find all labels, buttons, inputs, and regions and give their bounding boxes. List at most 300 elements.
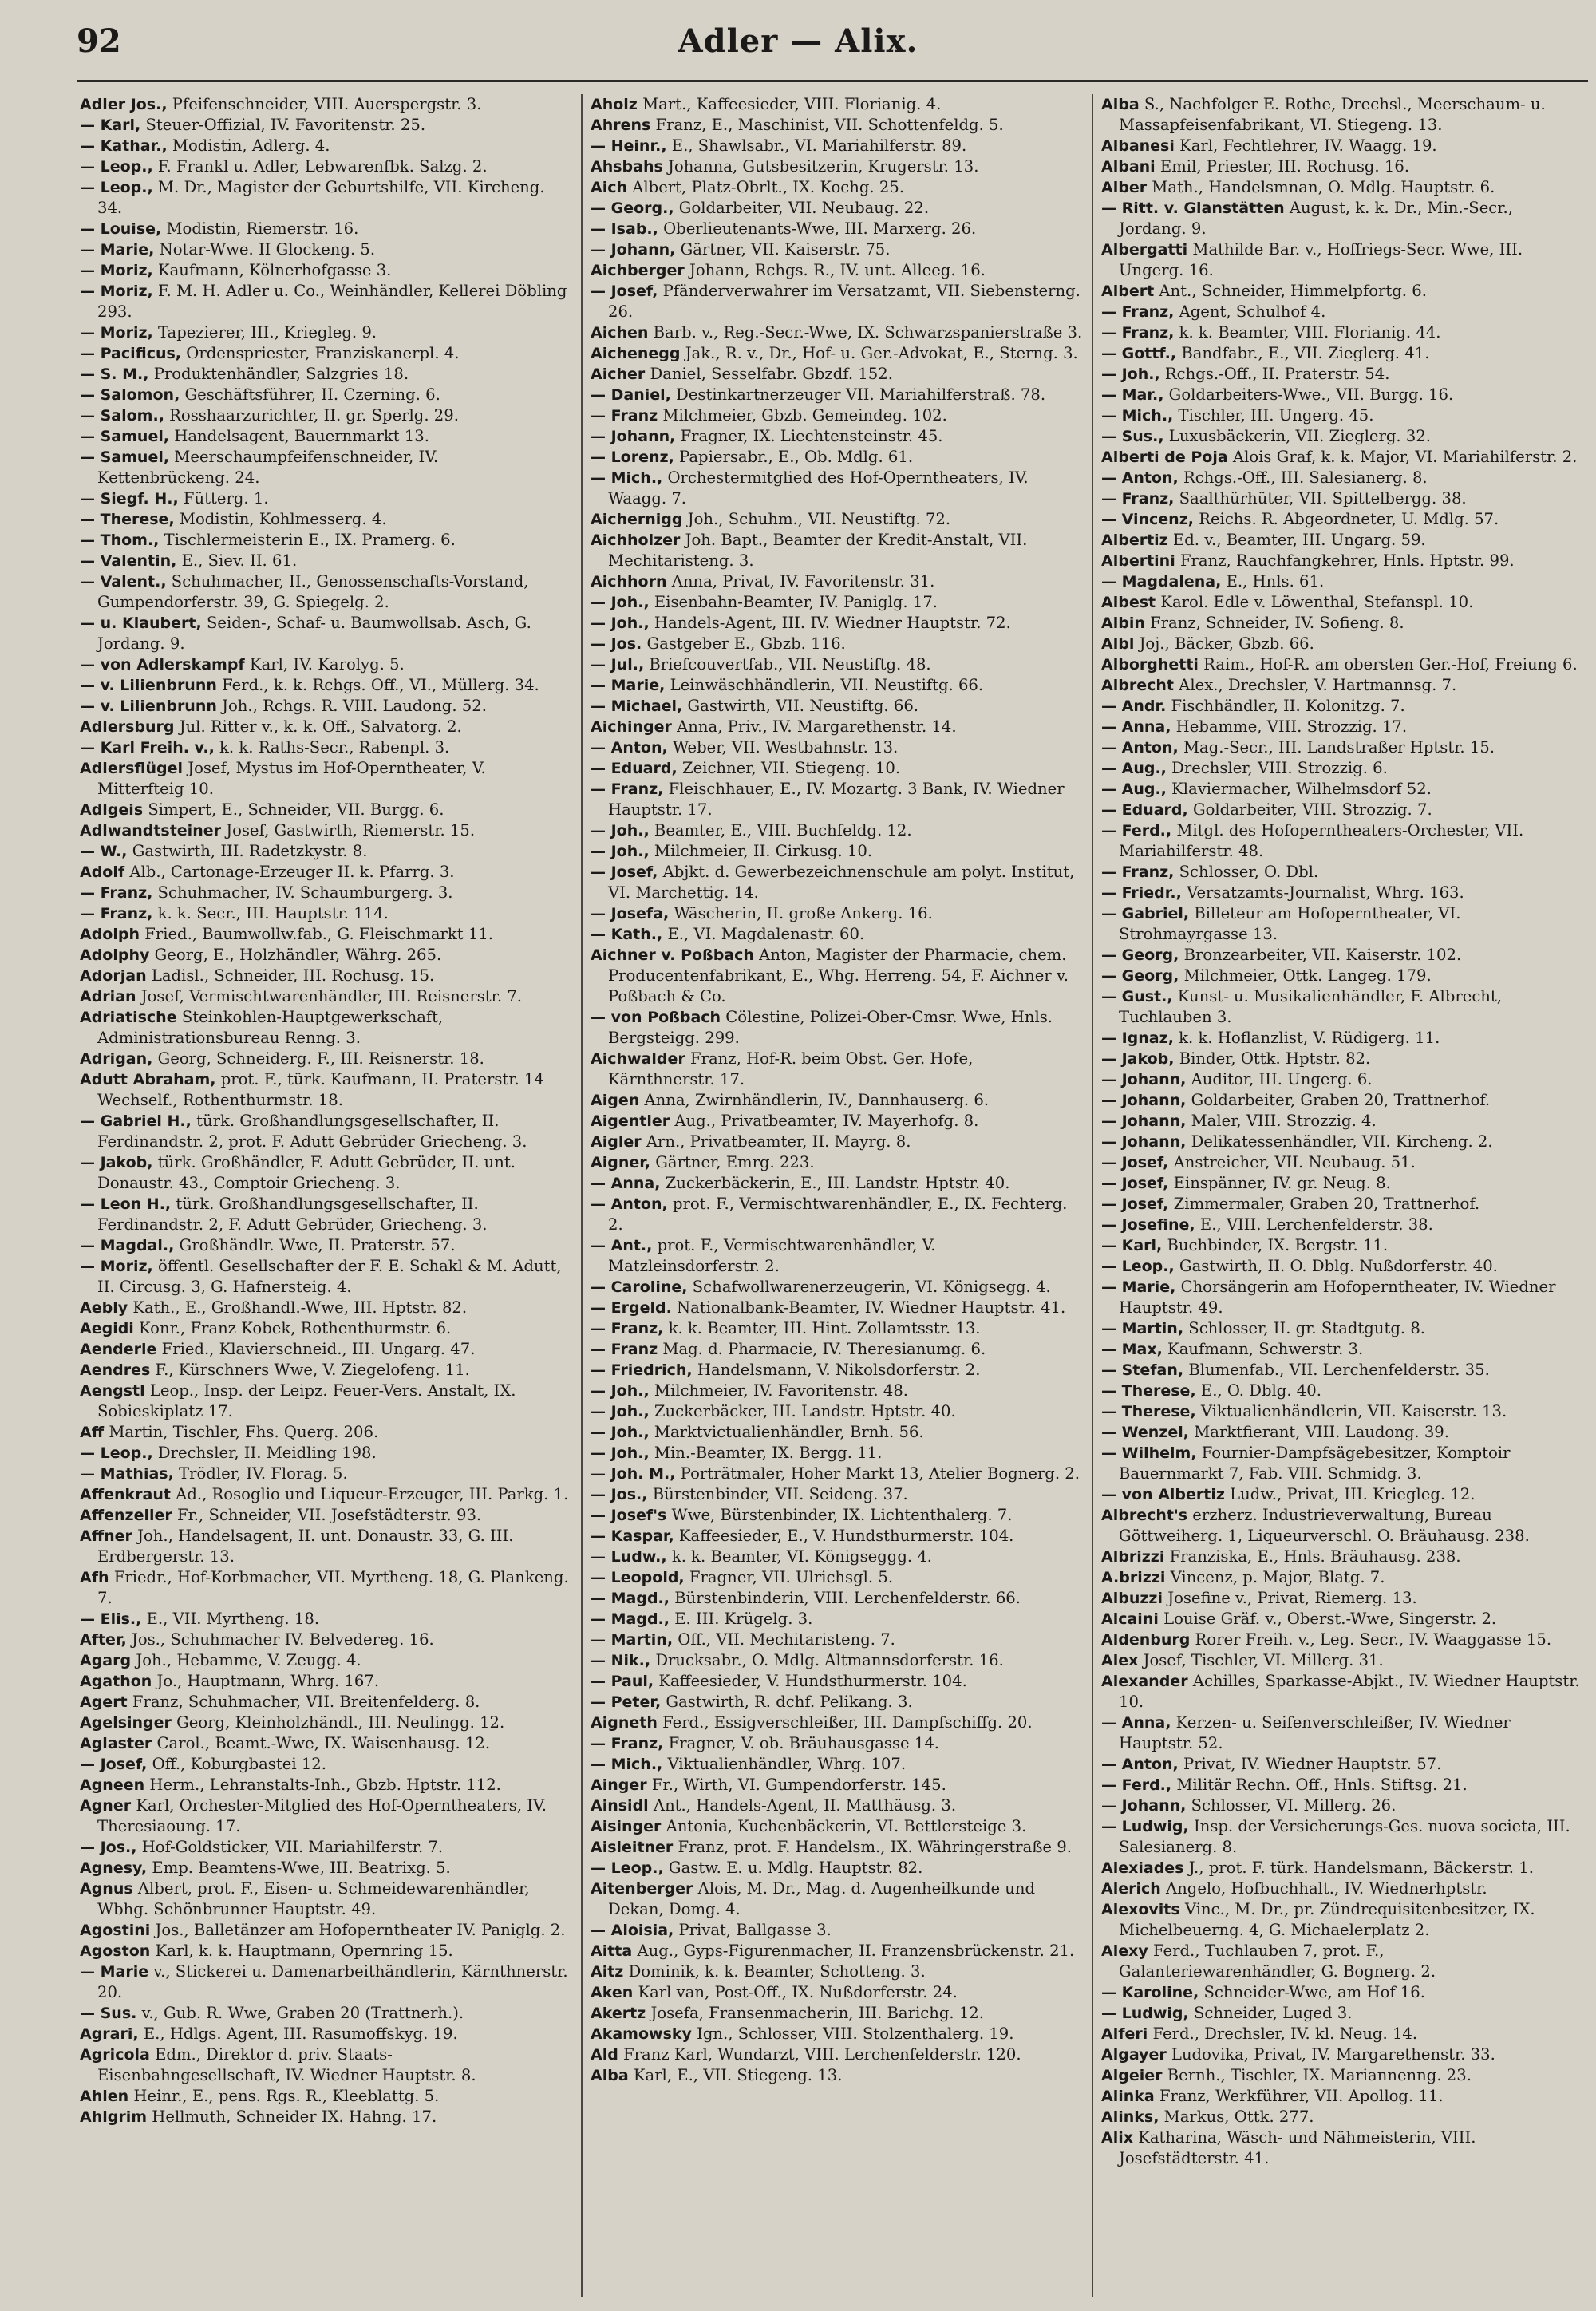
entry-name: Alexy — [1101, 1942, 1148, 1960]
entry-details: Fried., Baumwollw.fab., G. Fleischmarkt 11. — [140, 925, 494, 943]
entry-name: — Anton, — [1101, 1756, 1179, 1773]
entry-name: Alexovits — [1101, 1901, 1180, 1918]
entry-details: Goldarbeiters-Wwe., VII. Burgg. 16. — [1163, 385, 1454, 404]
directory-entry — [80, 1443, 573, 1464]
entry-details: erzherz. Industrieverwaltung, Bureau Göttweiherg. 1, Liqueurverschl. O. Bräuhausg. 238. — [1119, 1506, 1530, 1545]
entry-details: k. k. Beamter, III. Hint. Zollamtsstr. 13. — [663, 1319, 981, 1337]
entry-details: Bürstenbinder, VII. Seideng. 37. — [647, 1485, 908, 1503]
entry-name: Aichwalder — [591, 1050, 685, 1068]
directory-entry — [80, 841, 573, 862]
directory-entry — [1101, 1941, 1585, 1982]
entry-details: Anna, Priv., IV. Margarethenstr. 14. — [671, 717, 957, 736]
entry-name: — Daniel, — [591, 386, 671, 404]
entry-details: Handelsagent, Bauernmarkt 13. — [169, 427, 429, 445]
directory-entry — [591, 779, 1084, 820]
entry-details: Fischhändler, II. Kolonitzg. 7. — [1166, 697, 1405, 715]
directory-entry — [1101, 94, 1585, 136]
entry-name: Aichholzer — [591, 531, 681, 549]
entry-details: Rchgs.-Off., II. Praterstr. 54. — [1159, 365, 1390, 383]
entry-details: prot. F., Vermischtwarenhändler, E., IX. Fechterg. 2. — [608, 1195, 1068, 1234]
directory-entry — [591, 281, 1084, 322]
entry-details: Gastwirth, R. dchf. Pelikang. 3. — [661, 1693, 913, 1711]
directory-entry — [80, 136, 573, 156]
entry-details: Luxusbäckerin, VII. Zieglerg. 32. — [1163, 427, 1432, 445]
entry-name: — Aloisia, — [591, 1922, 674, 1939]
entry-details: Alois Graf, k. k. Major, VI. Mariahilferstr. 2. — [1227, 448, 1578, 466]
entry-details: Ferd., Drechsler, IV. kl. Neug. 14. — [1148, 2025, 1418, 2043]
directory-entry — [591, 2065, 1084, 2086]
entry-details: Tischler, III. Ungerg. 45. — [1173, 406, 1374, 425]
entry-name: Afh — [80, 1569, 109, 1586]
directory-entry — [1101, 779, 1585, 800]
entry-details: Insp. der Versicherungs-Ges. nuova societa, III. Salesianerg. 8. — [1119, 1817, 1570, 1856]
directory-entry — [80, 551, 573, 571]
directory-entry — [80, 966, 573, 986]
entry-name: — Mich., — [1101, 407, 1174, 425]
entry-name: — Jos. — [591, 635, 642, 653]
entry-details: Privat, IV. Wiedner Hauptstr. 57. — [1178, 1755, 1442, 1773]
directory-entry — [591, 1526, 1084, 1547]
directory-entry — [80, 447, 573, 488]
entry-name: — Sus., — [1101, 428, 1164, 445]
entry-name: Aisinger — [591, 1818, 662, 1835]
entry-details: Markus, Ottk. 277. — [1159, 2108, 1314, 2126]
directory-entry — [80, 675, 573, 696]
entry-name: — Jos., — [80, 1839, 137, 1856]
entry-name: — Marie — [80, 1963, 149, 1981]
directory-entry — [80, 1941, 573, 1961]
entry-details: Fr., Schneider, VII. Josefstädterstr. 93. — [172, 1506, 482, 1524]
entry-details: F. M. H. Adler u. Co., Weinhändler, Kellerei Döbling 293. — [97, 282, 567, 321]
entry-details: Produktenhändler, Salzgries 18. — [148, 365, 409, 383]
entry-details: Karl, Orchester-Mitglied des Hof-Operntheaters, IV. Theresiaoung. 17. — [97, 1796, 547, 1835]
entry-name: Adler Jos., — [80, 96, 168, 113]
entry-details: Modistin, Kohlmesserg. 4. — [174, 510, 387, 528]
entry-name: Aitz — [591, 1963, 624, 1981]
directory-entry — [80, 1505, 573, 1526]
entry-name: Agnus — [80, 1880, 133, 1898]
entry-details: k. k. Hoflanzlist, V. Rüdigerg. 11. — [1173, 1029, 1440, 1047]
entry-details: Karl, E., VII. Stiegeng. 13. — [628, 2066, 843, 2084]
directory-entry — [591, 1941, 1084, 1961]
entry-name: Aich — [591, 179, 628, 196]
directory-entry — [591, 1878, 1084, 1920]
directory-entry — [591, 1318, 1084, 1339]
entry-details: Hof-Goldsticker, VII. Mariahilferstr. 7. — [136, 1838, 444, 1856]
directory-entry — [591, 1982, 1084, 2003]
entry-details: Math., Handelsmnan, O. Mdlg. Hauptstr. 6. — [1147, 178, 1495, 196]
directory-entry — [80, 405, 573, 426]
entry-details: Kunst- u. Musikalienhändler, F. Albrecht, Tuchlauben 3. — [1119, 987, 1503, 1026]
directory-entry — [591, 1090, 1084, 1111]
entry-details: Steinkohlen-Hauptgewerkschaft, Administrationsbureau Renng. 3. — [97, 1008, 444, 1047]
entry-name: — Ludw., — [591, 1548, 667, 1566]
entry-name: — Marie, — [1101, 1278, 1176, 1296]
directory-entry — [591, 530, 1084, 571]
directory-entry — [591, 1961, 1084, 1982]
entry-details: Anna, Zwirnhändlerin, IV., Dannhauserg. 6. — [639, 1091, 990, 1109]
directory-entry — [591, 1505, 1084, 1526]
directory-entry — [80, 1339, 573, 1360]
entry-details: Destinkartnerzeuger VII. Mariahilferstraß. 78. — [670, 385, 1046, 404]
entry-details: Zuckerbäcker, III. Landstr. Hptstr. 40. — [649, 1402, 956, 1420]
directory-entry — [591, 1484, 1084, 1505]
entry-name: — Karl, — [80, 117, 141, 134]
directory-entry — [80, 1775, 573, 1795]
directory-entry — [591, 862, 1084, 903]
directory-entry — [80, 322, 573, 343]
directory-entry — [1101, 883, 1585, 903]
entry-details: Gastwirth, VII. Neustiftg. 66. — [682, 697, 919, 715]
entry-details: k. k. Secr., III. Hauptstr. 114. — [152, 904, 389, 922]
directory-entry — [1101, 758, 1585, 779]
entry-name: — Eduard, — [591, 760, 678, 777]
directory-entry — [591, 1277, 1084, 1298]
entry-details: Karol. Edle v. Löwenthal, Stefanspl. 10. — [1156, 593, 1474, 611]
entry-details: Zuckerbäckerin, E., III. Landstr. Hptstr. 40. — [660, 1174, 1010, 1192]
entry-details: Handels-Agent, III. IV. Wiedner Hauptstr. 72. — [649, 614, 1011, 632]
directory-entry — [80, 1733, 573, 1754]
directory-entry — [591, 1194, 1084, 1235]
directory-entry — [1101, 1858, 1585, 1878]
directory-entry — [1101, 1401, 1585, 1422]
entry-name: — Franz, — [1101, 490, 1175, 508]
directory-entry — [80, 2107, 573, 2127]
directory-entry — [1101, 634, 1585, 654]
directory-entry — [1101, 1567, 1585, 1588]
entry-name: — Leop., — [80, 179, 153, 196]
entry-name: — von Albertiz — [1101, 1486, 1225, 1503]
entry-name: — Therese, — [1101, 1403, 1196, 1420]
directory-entry — [1101, 1049, 1585, 1069]
directory-entry — [591, 1049, 1084, 1090]
entry-details: Milchmeier, II. Cirkusg. 10. — [649, 842, 873, 860]
column-right — [1101, 94, 1585, 2297]
entry-name: Aichinger — [591, 718, 672, 736]
entry-name: Alexander — [1101, 1673, 1188, 1690]
entry-name: Aigen — [591, 1092, 640, 1109]
directory-entry — [80, 737, 573, 758]
entry-name: Alba — [1101, 96, 1140, 113]
directory-entry — [1101, 737, 1585, 758]
entry-name: — Joh., — [591, 843, 650, 860]
entry-name: — Georg, — [1101, 967, 1179, 985]
directory-entry — [1101, 1816, 1585, 1858]
entry-details: Auditor, III. Ungerg. 6. — [1186, 1070, 1373, 1088]
directory-entry — [1101, 966, 1585, 986]
directory-entry — [1101, 1484, 1585, 1505]
entry-details: Achilles, Sparkasse-Abjkt., IV. Wiedner Hauptstr. 10. — [1119, 1672, 1580, 1711]
directory-entry — [80, 2003, 573, 2024]
entry-details: Gastw. E. u. Mdlg. Hauptstr. 82. — [663, 1859, 923, 1877]
entry-details: Großhändlr. Wwe, II. Praterstr. 57. — [174, 1236, 456, 1254]
directory-entry — [80, 1360, 573, 1381]
directory-entry — [591, 1007, 1084, 1049]
entry-name: — Anton, — [1101, 469, 1179, 487]
entry-details: Bürstenbinderin, VIII. Lerchenfelderstr. 66. — [669, 1589, 1021, 1607]
directory-entry — [591, 1630, 1084, 1650]
directory-entry — [1101, 1671, 1585, 1713]
entry-name: — Jakob, — [1101, 1050, 1175, 1068]
entry-name: — Sus. — [80, 2005, 137, 2022]
entry-details: Militär Rechn. Off., Hnls. Stiftsg. 21. — [1171, 1776, 1468, 1794]
entry-details: Angelo, Hofbuchhalt., IV. Wiednerhptstr. — [1160, 1879, 1487, 1898]
entry-details: Oberlieutenants-Wwe, III. Marxerg. 26. — [658, 219, 977, 238]
entry-name: — Joh., — [591, 1403, 650, 1420]
entry-details: Goldarbeiter, VII. Neubaug. 22. — [674, 199, 930, 217]
directory-entry — [591, 613, 1084, 634]
entry-name: — Johann, — [1101, 1133, 1187, 1151]
entry-details: Leop., Insp. der Leipz. Feuer-Vers. Anstalt, IX. Sobieskiplatz 17. — [97, 1381, 516, 1420]
entry-name: Adlgeis — [80, 801, 144, 819]
entry-name: Aichenegg — [591, 345, 681, 362]
directory-entry — [1101, 551, 1585, 571]
directory-entry — [591, 1692, 1084, 1713]
entry-name: — Peter, — [591, 1693, 662, 1711]
directory-entry — [591, 1795, 1084, 1816]
entry-name: — Salomon, — [80, 386, 180, 404]
entry-details: Josefa, Fransenmacherin, III. Barichg. 12. — [646, 2004, 984, 2022]
entry-details: v., Stickerei u. Damenarbeithändlerin, Kärnthnerstr. 20. — [97, 1962, 568, 2001]
entry-details: E., VIII. Lerchenfelderstr. 38. — [1195, 1215, 1433, 1234]
entry-name: — Josef, — [80, 1756, 148, 1773]
entry-name: Albuzzi — [1101, 1590, 1163, 1607]
entry-details: Drechsler, II. Meidling 198. — [152, 1444, 377, 1462]
entry-details: Arn., Privatbeamter, II. Mayrg. 8. — [641, 1132, 911, 1151]
entry-details: Georg, Kleinholzhändl., III. Neulingg. 12. — [171, 1713, 505, 1732]
entry-name: Albin — [1101, 614, 1145, 632]
entry-name: — Ferd., — [1101, 822, 1172, 839]
directory-entry — [80, 1069, 573, 1111]
directory-entry — [1101, 1235, 1585, 1256]
entry-name: — Valentin, — [80, 552, 177, 570]
entry-details: Herm., Lehranstalts-Inh., Gbzb. Hptstr. 112. — [144, 1776, 501, 1794]
entry-name: — Georg, — [1101, 946, 1179, 964]
directory-entry — [591, 675, 1084, 696]
entry-name: — Johann, — [1101, 1071, 1187, 1088]
entry-name: Alferi — [1101, 2025, 1148, 2043]
directory-entry — [80, 156, 573, 177]
entry-name: — Leopold, — [591, 1569, 685, 1586]
directory-entry — [80, 364, 573, 385]
directory-entry — [1101, 986, 1585, 1028]
directory-entry — [591, 1422, 1084, 1443]
directory-entry — [1101, 2044, 1585, 2065]
entry-name: — v. Lilienbrunn — [80, 677, 217, 694]
entry-name: Adlersburg — [80, 718, 175, 736]
directory-entry — [1101, 800, 1585, 820]
directory-entry — [80, 1609, 573, 1630]
directory-entry — [1101, 136, 1585, 156]
entry-name: — Anna, — [591, 1175, 661, 1192]
directory-entry — [80, 654, 573, 675]
entry-details: Kaffeesieder, E., V. Hundsthurmerstr. 104. — [674, 1527, 1014, 1545]
directory-entry — [1101, 281, 1585, 302]
entry-details: Franz, prot. F. Handelsm., IX. Währingerstraße 9. — [673, 1838, 1072, 1856]
entry-name: — Franz, — [80, 884, 153, 902]
entry-details: k. k. Beamter, VIII. Florianig. 44. — [1174, 323, 1441, 342]
directory-entry — [80, 800, 573, 820]
entry-name: Aichen — [591, 324, 649, 342]
entry-name: Aigner, — [591, 1154, 651, 1171]
entry-details: Gastwirth, II. O. Dblg. Nußdorferstr. 40. — [1174, 1257, 1498, 1275]
directory-entry — [80, 1464, 573, 1484]
entry-name: — Gabriel H., — [80, 1112, 192, 1130]
entry-details: Wwe, Bürstenbinder, IX. Lichtenthalerg. 7. — [666, 1506, 1013, 1524]
entry-details: Franz, Schuhmacher, VII. Breitenfelderg. 8. — [127, 1693, 480, 1711]
directory-entry — [591, 1173, 1084, 1194]
entry-details: Kerzen- u. Seifenverschleißer, IV. Wiedner Hauptstr. 52. — [1119, 1713, 1511, 1752]
entry-details: öffentl. Gesellschafter der F. E. Schakl & M. Adutt, II. Circusg. 3, G. Hafnersteig. 4. — [97, 1257, 562, 1296]
directory-entry — [591, 1401, 1084, 1422]
entry-details: Fleischhauer, E., IV. Mozartg. 3 Bank, IV. Wiedner Hauptstr. 17. — [608, 780, 1065, 819]
entry-details: Ludw., Privat, III. Kriegleg. 12. — [1224, 1485, 1476, 1503]
directory-entry — [1101, 343, 1585, 364]
entry-name: — Max, — [1101, 1341, 1163, 1358]
directory-entry — [591, 260, 1084, 281]
directory-entry — [80, 260, 573, 281]
entry-details: Carol., Beamt.-Wwe, IX. Waisenhausg. 12. — [152, 1734, 491, 1752]
entry-name: — Kaspar, — [591, 1527, 674, 1545]
directory-entry — [80, 571, 573, 613]
entry-name: Aengstl — [80, 1382, 145, 1400]
entry-name: — Eduard, — [1101, 801, 1188, 819]
entry-name: — Moriz, — [80, 324, 153, 342]
entry-name: Aigneth — [591, 1714, 658, 1732]
entry-details: Mathilde Bar. v., Hoffriegs-Secr. Wwe, III. Ungerg. 16. — [1119, 240, 1523, 279]
directory-entry — [80, 1837, 573, 1858]
entry-details: Leinwäschhändlerin, VII. Neustiftg. 66. — [665, 676, 984, 694]
entry-name: Agelsinger — [80, 1714, 172, 1732]
directory-entry — [80, 1111, 573, 1152]
entry-name: Adorjan — [80, 967, 147, 985]
entry-details: Ad., Rosoglio und Liqueur-Erzeuger, III. Parkg. 1. — [170, 1485, 569, 1503]
running-head: Adler — Alix. — [678, 22, 918, 60]
directory-entry — [80, 1650, 573, 1671]
entry-details: Ferd., Tuchlauben 7, prot. F., Galanteriewarenhändler, G. Bognerg. 2. — [1119, 1942, 1436, 1981]
entry-name: Aitta — [591, 1942, 633, 1960]
entry-name: — Karoline, — [1101, 1984, 1199, 2001]
entry-details: Drucksabr., O. Mdlg. Altmannsdorferstr. 16. — [650, 1651, 1004, 1669]
entry-name: — Magd., — [591, 1590, 670, 1607]
directory-entry — [1101, 509, 1585, 530]
entry-name: A.brizzi — [1101, 1569, 1166, 1586]
directory-entry — [80, 1152, 573, 1194]
entry-name: Agrari, — [80, 2025, 139, 2043]
directory-entry — [591, 1567, 1084, 1588]
entry-details: Josef, Gastwirth, Riemerstr. 15. — [220, 821, 476, 839]
entry-name: — Heinr., — [591, 137, 667, 155]
entry-details: Binder, Ottk. Hptstr. 82. — [1174, 1049, 1371, 1068]
directory-entry — [1101, 717, 1585, 737]
directory-entry — [1101, 903, 1585, 945]
directory-entry — [591, 1381, 1084, 1401]
entry-details: Weber, VII. Westbahnstr. 13. — [667, 738, 899, 757]
entry-name: Adolph — [80, 926, 140, 943]
entry-name: Akamowsky — [591, 2025, 692, 2043]
entry-name: Aichberger — [591, 262, 685, 279]
entry-name: — Josef, — [591, 863, 658, 881]
entry-details: Eisenbahn-Beamter, IV. Paniglg. 17. — [649, 593, 938, 611]
entry-details: Mag.-Secr., III. Landstraßer Hptstr. 15. — [1178, 738, 1495, 757]
entry-details: Karl van, Post-Off., IX. Nußdorferstr. 24. — [633, 1983, 958, 2001]
entry-details: Albert, Platz-Obrlt., IX. Kochg. 25. — [627, 178, 905, 196]
entry-details: Hellmuth, Schneider IX. Hahng. 17. — [147, 2108, 437, 2126]
entry-name: — Franz, — [1101, 324, 1175, 342]
entry-details: Pfänderverwahrer im Versatzamt, VII. Siebensterng. 26. — [608, 282, 1080, 321]
entry-details: k. k. Beamter, VI. Königseggg. 4. — [666, 1547, 933, 1566]
entry-name: — Moriz, — [80, 282, 153, 300]
entry-name: Agnesy, — [80, 1859, 148, 1877]
entry-details: Joj., Bäcker, Gbzb. 66. — [1134, 634, 1314, 653]
entry-details: Modistin, Riemerstr. 16. — [161, 219, 359, 238]
directory-entry — [1101, 1173, 1585, 1194]
entry-name: Algayer — [1101, 2046, 1167, 2064]
directory-entry — [591, 385, 1084, 405]
directory-entry — [591, 1754, 1084, 1775]
entry-name: — Moriz, — [80, 262, 153, 279]
entry-details: F. Frankl u. Adler, Lebwarenfbk. Salzg. 2. — [152, 157, 488, 176]
directory-entry — [1101, 1899, 1585, 1941]
entry-details: Chorsängerin am Hofoperntheater, IV. Wiedner Hauptstr. 49. — [1119, 1278, 1556, 1317]
entry-details: Anna, Privat, IV. Favoritenstr. 31. — [666, 572, 935, 591]
entry-details: E., VII. Myrtheng. 18. — [141, 1610, 320, 1628]
directory-entry — [591, 758, 1084, 779]
entry-name: Akertz — [591, 2005, 646, 2022]
entry-details: Bandfabr., E., VII. Zieglerg. 41. — [1176, 344, 1430, 362]
directory-entry — [80, 1671, 573, 1692]
entry-details: Karl, IV. Karolyg. 5. — [244, 655, 405, 674]
entry-details: Goldarbeiter, Graben 20, Trattnerhof. — [1186, 1091, 1491, 1109]
entry-details: Daniel, Sesselfabr. Gbzdf. 152. — [645, 365, 893, 383]
entry-name: — Ignaz, — [1101, 1029, 1174, 1047]
directory-entry — [80, 1795, 573, 1837]
entry-details: Franz, Rauchfangkehrer, Hnls. Hptstr. 99. — [1175, 551, 1515, 570]
directory-entry — [1101, 322, 1585, 343]
directory-entry — [1101, 1132, 1585, 1152]
entry-name: Aendres — [80, 1361, 151, 1379]
directory-entry — [591, 696, 1084, 717]
directory-entry — [80, 343, 573, 364]
directory-entry — [1101, 1194, 1585, 1215]
entry-details: Abjkt. d. Gewerbezeichnenschule am polyt. Institut, VI. Marchettig. 14. — [608, 863, 1075, 902]
entry-name: Aken — [591, 1984, 634, 2001]
entry-name: Aff — [80, 1424, 105, 1441]
entry-details: Fragner, IX. Liechtensteinstr. 45. — [675, 427, 943, 445]
directory-entry — [591, 115, 1084, 136]
entry-name: — Magdal., — [80, 1237, 175, 1254]
directory-entry — [591, 364, 1084, 385]
entry-details: türk. Großhandlungsgesellschafter, II. Ferdinandstr. 2, prot. F. Adutt Gebrüder Griecheng. 3. — [97, 1112, 527, 1151]
entry-name: Ahlen — [80, 2088, 129, 2105]
entry-details: Marktfierant, VIII. Laudong. 39. — [1188, 1423, 1449, 1441]
entry-details: Alois, M. Dr., Mag. d. Augenheilkunde und Dekan, Domg. 4. — [608, 1879, 1036, 1918]
directory-entry — [80, 1381, 573, 1422]
entry-details: Zimmermaler, Graben 20, Trattnerhof. — [1168, 1195, 1480, 1213]
entry-name: Alexiades — [1101, 1859, 1184, 1877]
entry-name: — Anton, — [591, 1195, 668, 1213]
entry-name: Aldenburg — [1101, 1631, 1191, 1649]
entry-details: Franz, Werkführer, VII. Apollog. 11. — [1154, 2087, 1444, 2105]
entry-details: Einspänner, IV. gr. Neug. 8. — [1168, 1174, 1391, 1192]
entry-name: Ainger — [591, 1776, 647, 1794]
directory-entry — [80, 1692, 573, 1713]
directory-entry — [1101, 530, 1585, 551]
directory-entry — [591, 1713, 1084, 1733]
directory-entry — [80, 696, 573, 717]
directory-entry — [1101, 654, 1585, 675]
entry-name: — Joh., — [591, 614, 650, 632]
